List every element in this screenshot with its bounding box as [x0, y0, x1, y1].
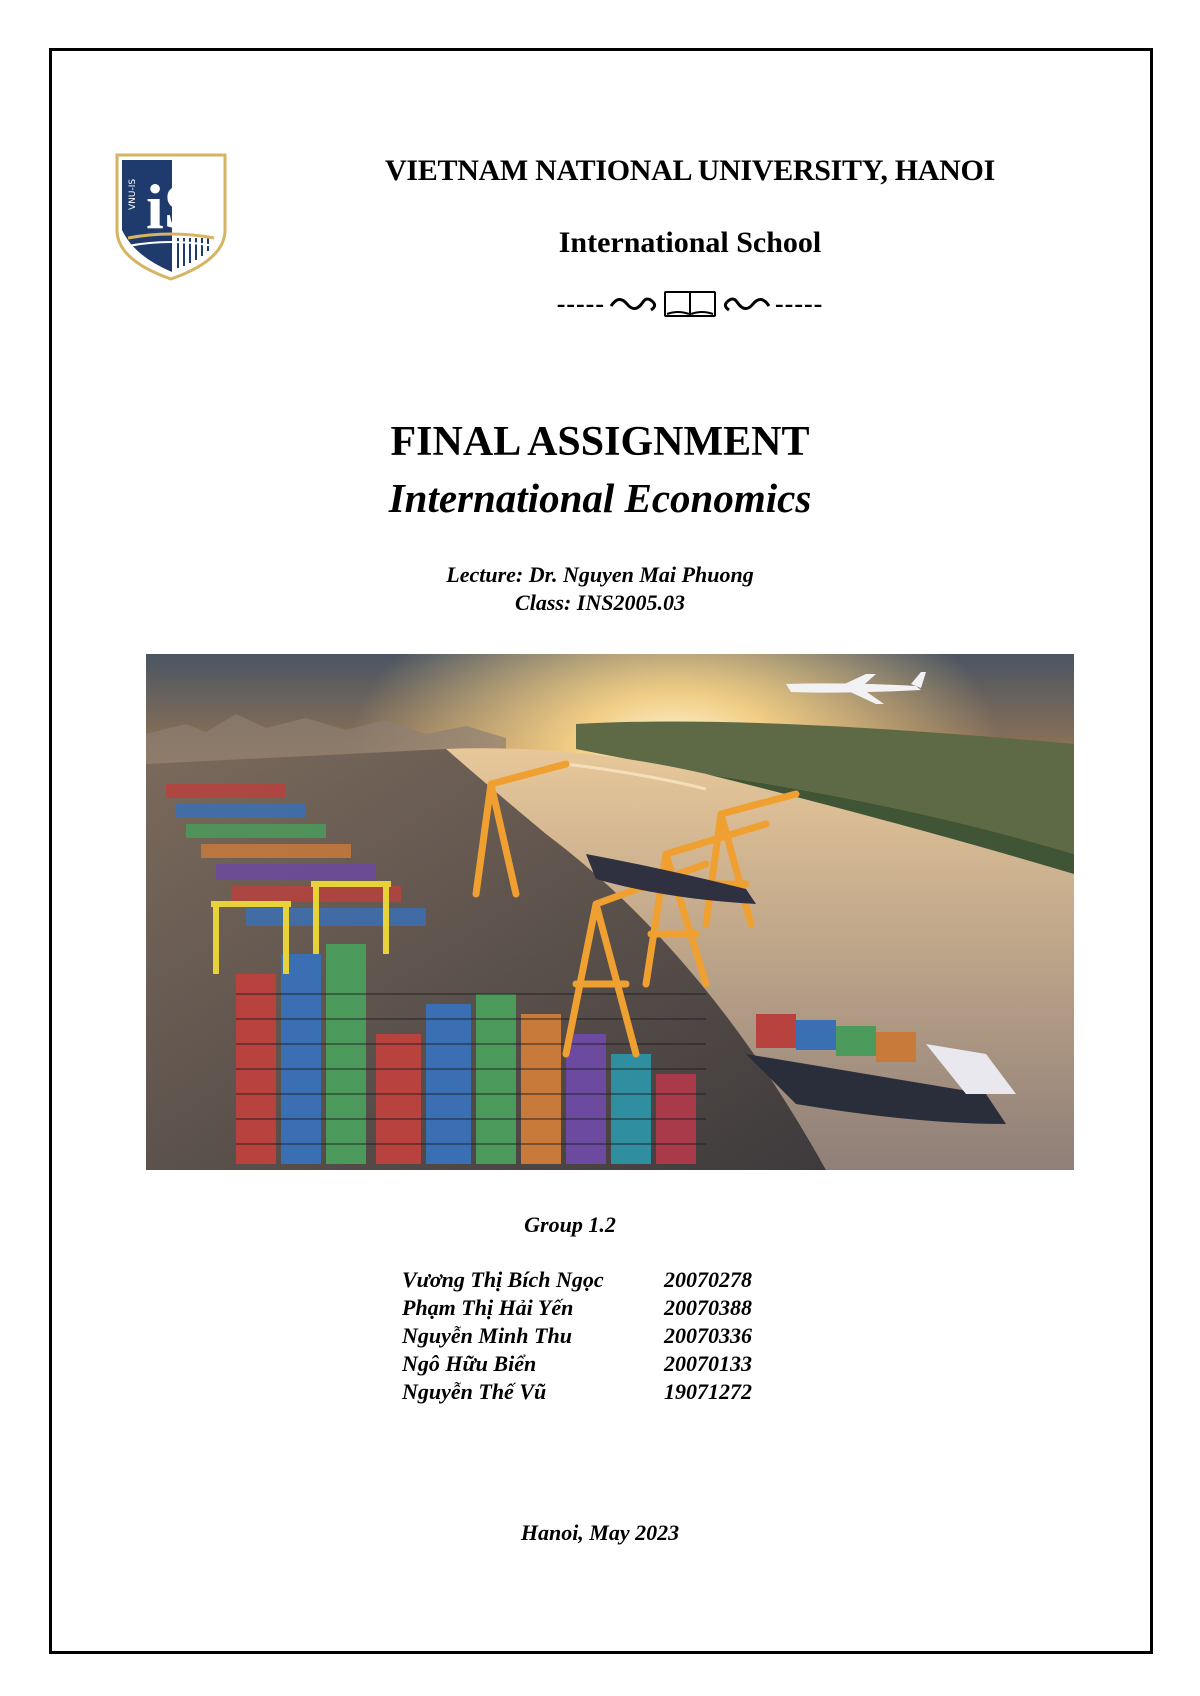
list-item: [402, 1350, 752, 1378]
lecturer-name: Lecture: Dr. Nguyen Mai Phuong: [446, 562, 754, 587]
list-item: [402, 1322, 752, 1350]
ornament-dashes-left: -----: [556, 289, 605, 318]
member-name: Nguyễn Thế Vũ: [402, 1379, 547, 1404]
group-label: Group 1.2: [524, 1212, 616, 1237]
member-name: Ngô Hữu Biển: [402, 1351, 537, 1376]
ornament-dashes-right: -----: [775, 289, 824, 318]
document-title: FINAL ASSIGNMENT: [390, 419, 810, 465]
list-item: [402, 1266, 752, 1294]
place-and-date: Hanoi, May 2023: [520, 1520, 680, 1545]
header-ornament: [450, 284, 930, 324]
member-id: 20070133: [664, 1351, 752, 1376]
member-id: 20070388: [664, 1295, 752, 1320]
member-id: 20070278: [664, 1267, 752, 1292]
member-name: Nguyễn Minh Thu: [402, 1323, 572, 1348]
class-code: Class: INS2005.03: [515, 590, 685, 615]
book-ornament-icon: [605, 288, 775, 320]
member-id: 20070336: [664, 1323, 752, 1348]
list-item: [402, 1294, 752, 1322]
university-name: VIETNAM NATIONAL UNIVERSITY, HANOI: [385, 154, 995, 187]
course-info: [200, 561, 1000, 617]
member-list: [402, 1266, 752, 1406]
university-logo: [114, 152, 228, 282]
school-name: International School: [558, 226, 822, 259]
member-id: 19071272: [664, 1379, 752, 1404]
subject-title: International Economics: [388, 475, 812, 521]
logo-text: VNU-IS: [128, 178, 138, 210]
list-item: [402, 1378, 752, 1406]
logo-letters: iS: [146, 171, 200, 242]
member-name: Phạm Thị Hải Yến: [402, 1295, 574, 1320]
cover-photo-port: [146, 654, 1074, 1170]
member-name: Vương Thị Bích Ngọc: [402, 1267, 604, 1292]
